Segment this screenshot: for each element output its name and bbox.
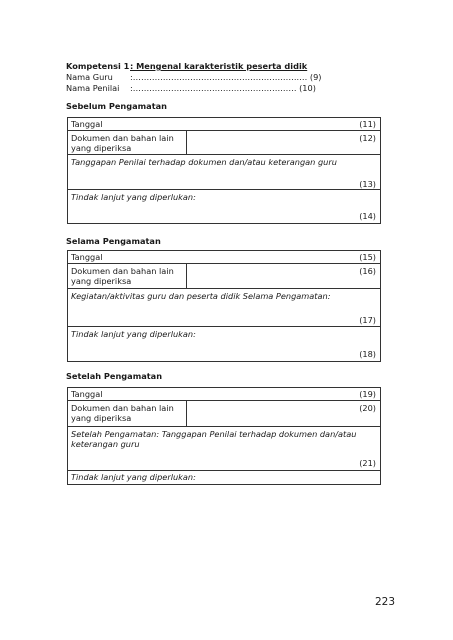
row-kegiatan <box>68 289 380 327</box>
section-title-selama: Selama Pengamatan <box>66 236 161 246</box>
section-title-sebelum: Sebelum Pengamatan <box>66 101 167 111</box>
kompetensi-line <box>66 61 307 71</box>
field-number: (17) <box>359 315 376 325</box>
tanggapan-label: Tanggapan Penilai terhadap dokumen dan/atau keterangan guru <box>71 157 337 167</box>
row-tanggapan <box>68 155 380 190</box>
tindak-lanjut-label: Tindak lanjut yang diperlukan: <box>71 472 196 482</box>
dokumen-label-line1: Dokumen dan bahan lain <box>71 133 174 143</box>
field-number: (20) <box>359 403 376 413</box>
field-number: (13) <box>359 179 376 189</box>
dokumen-label-line1: Dokumen dan bahan lain <box>71 403 174 413</box>
form-table-selama <box>67 250 381 362</box>
row-tindak-lanjut <box>68 471 380 484</box>
row-dokumen <box>68 264 380 289</box>
dokumen-label-line1: Dokumen dan bahan lain <box>71 266 174 276</box>
nama-penilai-value: :…………………………………………………… (10) <box>130 83 316 93</box>
field-number: (18) <box>359 349 376 359</box>
page-number: 223 <box>374 596 395 608</box>
tanggal-label: Tanggal <box>71 389 103 399</box>
column-divider <box>186 131 187 154</box>
field-number: (21) <box>359 458 376 468</box>
tindak-lanjut-label: Tindak lanjut yang diperlukan: <box>71 192 196 202</box>
nama-guru-value: :…………………………………………………….… (9) <box>130 72 322 82</box>
nama-guru-label: Nama Guru <box>66 72 113 82</box>
nama-guru-line <box>66 72 322 82</box>
field-number: (14) <box>359 211 376 221</box>
row-tanggal <box>68 251 380 264</box>
row-tindak-lanjut <box>68 327 380 361</box>
tindak-lanjut-label: Tindak lanjut yang diperlukan: <box>71 329 196 339</box>
tanggal-label: Tanggal <box>71 119 103 129</box>
row-dokumen <box>68 131 380 155</box>
dokumen-label-line2: yang diperiksa <box>71 143 132 153</box>
tanggapan-label: Setelah Pengamatan: Tanggapan Penilai terhadap dokumen dan/atau keterangan guru <box>71 429 357 449</box>
row-tanggal <box>68 388 380 401</box>
column-divider <box>186 264 187 288</box>
row-tanggapan <box>68 427 380 471</box>
field-number: (16) <box>359 266 376 276</box>
kegiatan-label: Kegiatan/aktivitas guru dan peserta didik Selama Pengamatan: <box>71 291 331 301</box>
field-number: (11) <box>359 119 376 129</box>
dokumen-label-line2: yang diperiksa <box>71 276 132 286</box>
field-number: (19) <box>359 389 376 399</box>
nama-penilai-line <box>66 83 316 93</box>
row-tindak-lanjut <box>68 190 380 223</box>
row-tanggal <box>68 118 380 131</box>
kompetensi-value: : Mengenal karakteristik peserta didik <box>130 61 308 71</box>
column-divider <box>186 401 187 426</box>
kompetensi-label: Kompetensi 1 <box>66 61 130 71</box>
dokumen-label-line2: yang diperiksa <box>71 413 132 423</box>
row-dokumen <box>68 401 380 427</box>
form-table-setelah <box>67 387 381 485</box>
field-number: (15) <box>359 252 376 262</box>
nama-penilai-label: Nama Penilai <box>66 83 120 93</box>
field-number: (12) <box>359 133 376 143</box>
tanggal-label: Tanggal <box>71 252 103 262</box>
form-table-sebelum <box>67 117 381 224</box>
section-title-setelah: Setelah Pengamatan <box>66 371 163 381</box>
